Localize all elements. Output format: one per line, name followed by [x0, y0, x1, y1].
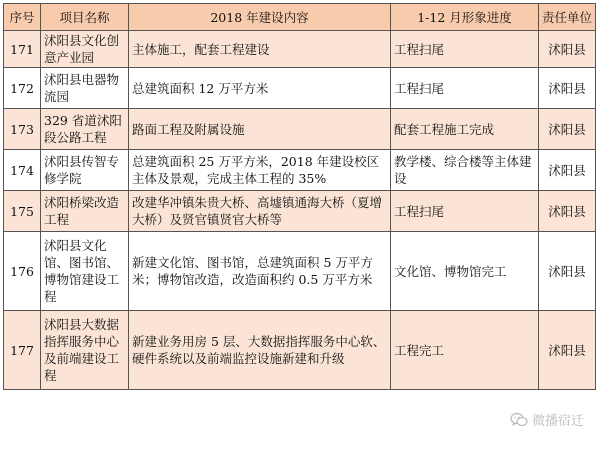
table-row [4, 191, 596, 232]
row-no: 173 [4, 109, 41, 150]
row-name: 沭阳县传智专修学院 [41, 150, 129, 191]
col-header-content: 2018 年建设内容 [129, 4, 391, 31]
row-content: 新建业务用房 5 层、大数据指挥服务中心软、硬件系统以及前端监控设施新建和升级 [129, 311, 391, 390]
row-progress: 文化馆、博物馆完工 [391, 232, 539, 311]
table-row [4, 109, 596, 150]
row-name: 沭阳桥梁改造工程 [41, 191, 129, 232]
row-content: 总建筑面积 25 万平方米，2018 年建设校区主体及景观，完成主体工程的 35% [129, 150, 391, 191]
project-table [3, 3, 596, 390]
row-progress: 配套工程施工完成 [391, 109, 539, 150]
table-row [4, 68, 596, 109]
row-unit: 沭阳县 [539, 109, 596, 150]
row-no: 175 [4, 191, 41, 232]
col-header-name: 项目名称 [41, 4, 129, 31]
row-name: 沭阳县文化创意产业园 [41, 31, 129, 68]
row-unit: 沭阳县 [539, 31, 596, 68]
row-progress: 工程完工 [391, 311, 539, 390]
row-name: 沭阳县文化馆、图书馆、博物馆建设工程 [41, 232, 129, 311]
row-name: 沭阳县大数据指挥服务中心及前端建设工程 [41, 311, 129, 390]
row-content: 总建筑面积 12 万平方米 [129, 68, 391, 109]
watermark-text: 微播宿迁 [531, 414, 584, 429]
col-header-unit: 责任单位 [539, 4, 596, 31]
row-name: 沭阳县电器物流园 [41, 68, 129, 109]
row-unit: 沭阳县 [539, 191, 596, 232]
row-unit: 沭阳县 [539, 232, 596, 311]
row-content: 主体施工，配套工程建设 [129, 31, 391, 68]
row-progress: 工程扫尾 [391, 68, 539, 109]
row-no: 174 [4, 150, 41, 191]
row-content: 改建华冲镇朱贵大桥、高墟镇通海大桥（夏增大桥）及贤官镇贤官大桥等 [129, 191, 391, 232]
row-content: 新建文化馆、图书馆，总建筑面积 5 万平方米；博物馆改造，改造面积约 0.5 万平方米 [129, 232, 391, 311]
row-no: 177 [4, 311, 41, 390]
table-row [4, 150, 596, 191]
header-row [4, 4, 596, 31]
row-unit: 沭阳县 [539, 311, 596, 390]
table-row [4, 232, 596, 311]
row-unit: 沭阳县 [539, 150, 596, 191]
col-header-progress: 1-12 月形象进度 [391, 4, 539, 31]
row-progress: 工程扫尾 [391, 191, 539, 232]
col-header-no: 序号 [4, 4, 41, 31]
row-no: 176 [4, 232, 41, 311]
row-name: 329 省道沭阳段公路工程 [41, 109, 129, 150]
row-progress: 教学楼、综合楼等主体建设 [391, 150, 539, 191]
row-progress: 工程扫尾 [391, 31, 539, 68]
wechat-bubble-icon [510, 412, 528, 428]
watermark [510, 410, 584, 429]
row-no: 171 [4, 31, 41, 68]
table-row [4, 31, 596, 68]
row-unit: 沭阳县 [539, 68, 596, 109]
row-content: 路面工程及附属设施 [129, 109, 391, 150]
table-row [4, 311, 596, 390]
row-no: 172 [4, 68, 41, 109]
